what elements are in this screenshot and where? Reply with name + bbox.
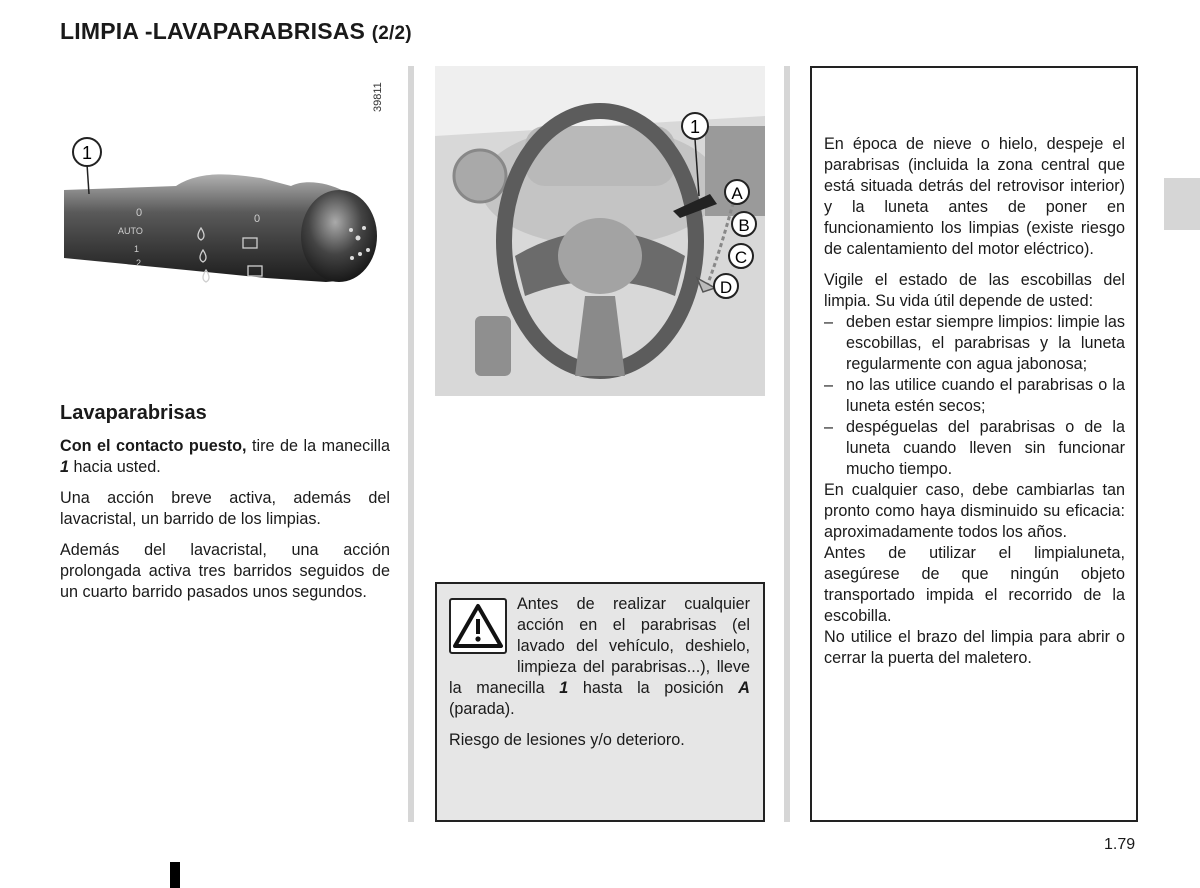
warning-text [449,594,750,751]
callout-1-right: 1 [689,117,701,137]
warning-text-3: (parada). [449,700,515,718]
warning-ref-1: 1 [559,679,569,697]
dashboard-figure [435,66,765,396]
warning-ref-a: A [738,679,750,697]
list-item: – deben estar siempre limpios: limpie las escobillas, el parabrisas y la luneta regularmente con agua jabonosa; [824,313,1125,373]
stalk-label-0a: 0 [136,207,143,219]
stalk-label-1: 1 [134,244,140,254]
p1-text-a: tire de la manecilla [246,437,390,455]
column-divider-right [784,66,790,822]
title-main: LIMPIA -LAVAPARABRISAS [60,18,366,44]
warning-text-1: Antes de realizar cualquier acción en el parabrisas (el lavado del vehículo, deshielo, limpieza del parabrisas...), lleve la manecilla [449,595,750,697]
info-text [824,134,1125,669]
info-bullet-list [824,312,1125,480]
position-label-b: B [738,216,750,235]
bullet-text-3: despéguelas del parabrisas o de la luneta cuando lleven sin funcionar mucho tiempo. [846,418,1125,478]
bold-lead: Con el contacto puesto, [60,437,247,455]
section-heading: Lavaparabrisas [60,402,207,424]
section-tab [1164,178,1200,230]
page-title [60,18,412,45]
warning-text-2: hasta la posición [568,679,739,697]
ref-1: 1 [60,458,70,476]
warning-triangle-icon [449,598,507,654]
info-paragraph-3: En cualquier caso, debe cambiarlas tan pronto como haya disminuido su eficacia: aproximadamente todos los años. [824,481,1125,541]
info-paragraph-2: Vigile el estado de las escobillas del limpia. Su vida útil depende de usted: [824,271,1125,310]
info-paragraph-4: Antes de utilizar el limpialuneta, asegúrese de que ningún objeto transportado impida el recorrido de la escobilla. [824,544,1125,625]
paragraph-2: Una acción breve activa, además del lavacristal, un barrido de los limpias. [60,489,390,528]
paragraph-1 [60,436,390,478]
position-label-a: A [731,184,743,203]
list-item: – no las utilice cuando el parabrisas o la luneta estén secos; [824,376,1125,415]
bullet-text-1: deben estar siempre limpios: limpie las escobillas, el parabrisas y la luneta regularmente con agua jabonosa; [846,313,1125,373]
stalk-label-auto: AUTO [118,226,143,236]
bullet-text-2: no las utilice cuando el parabrisas o la luneta estén secos; [846,376,1125,415]
figure-code-left: 39811 [372,82,384,112]
p1-text-b: hacia usted. [69,458,161,476]
position-label-d: D [719,278,733,297]
callout-1-left: 1 [81,143,93,163]
stalk-label-2: 2 [136,258,142,268]
wiper-stalk-figure [56,130,386,300]
info-paragraph-1: En época de nieve o hielo, despeje el parabrisas (incluida la zona central que está situada detrás del retrovisor interior) y la luneta antes de poner en funcionamiento los limpias (existe riesgo de calentamiento del motor eléctrico). [824,135,1125,258]
warning-risk: Riesgo de lesiones y/o deterioro. [449,731,685,749]
list-item: – despéguelas del parabrisas o de la luneta cuando lleven sin funcionar mucho tiempo. [824,418,1125,478]
stalk-label-0b: 0 [254,213,261,225]
left-body [60,436,390,613]
page-number: 1.79 [1104,836,1136,853]
position-label-c: C [734,248,748,267]
info-paragraph-5: No utilice el brazo del limpia para abrir o cerrar la puerta del maletero. [824,628,1125,667]
paragraph-3: Además del lavacristal, una acción prolongada activa tres barridos seguidos de un cuarto barrido pasados unos segundos. [60,541,390,601]
title-part-indicator: (2/2) [371,23,412,44]
print-mark [170,862,180,888]
column-divider-left [408,66,414,822]
